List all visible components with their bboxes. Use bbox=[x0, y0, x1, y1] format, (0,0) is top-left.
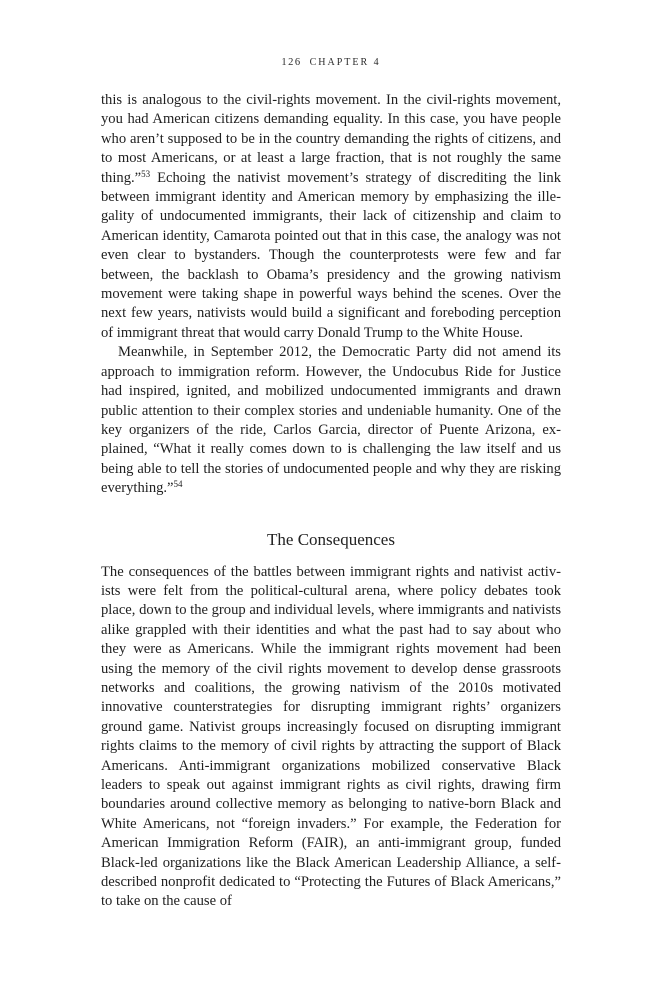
paragraph-1 bbox=[101, 91, 561, 343]
endnote-marker-54[interactable]: 54 bbox=[173, 479, 183, 490]
paragraph-1-continued: Echoing the nativist movement’s strategy of discrediting the link between immigrant identity and American memory by emphasizing the illegality of undocumented immigrants, their lack of citizenship and claim to American identity, Camarota pointed out that in this case, the analogy was not even clear to bystanders. Though the counterprotests were few and far between, the backlash to Obama’s presidency and the growing nativism movement were taking shape in powerful ways behind the scenes. Over the next few years, nativists would build a significant and foreboding perception of immigrant threat that would carry Donald Trump to the White House. bbox=[101, 169, 561, 341]
paragraph-2 bbox=[101, 343, 561, 498]
running-head bbox=[101, 56, 561, 70]
page-number: 126 bbox=[281, 57, 302, 68]
section-paragraph: The consequences of the battles between immigrant rights and nativist activists were felt from the political-cultural arena, where policy debates took place, down to the group and individual levels, where immigrants and nativists alike grappled with their identities and what the past had to say about who they were as Americans. While the immigrant rights movement had been using the memory of the civil rights movement to develop dense grassroots networks and coalitions, the growing nativism of the 2010s motivated innovative counterstrategies for disrupting immigrant rights’ organizers ground game. Nativist groups increasingly focused on disrupting immigrant rights claims to the memory of civil rights by attracting the support of Black Americans. Anti-immigrant organizations mobilized conservative Black leaders to speak out against immigrant rights as civil rights, drawing firm boundaries around collective memory as belonging to native-born Black and White Americans, not “foreign invaders.” For example, the Federation for American Immigration Reform (FAIR), an anti-immigrant group, funded Black-led organizations like the Black American Leadership Alliance, a self-described nonprofit dedicated to “Protecting the Futures of Black Americans,” to take on the cause of bbox=[101, 563, 562, 910]
endnote-marker-53[interactable]: 53 bbox=[141, 168, 151, 179]
book-page bbox=[101, 56, 561, 912]
paragraph-1-text: this is analogous to the civil-rights movement. In the civil-rights movement, you had American citizens demanding equality. In this case, you have people who aren’t supposed to be in the country demanding the rights of citizens, and to most Americans, or at least a large fraction, that is not roughly the same thing.” bbox=[101, 92, 561, 186]
chapter-label: CHAPTER 4 bbox=[309, 57, 381, 68]
section-heading: The Consequences bbox=[267, 529, 395, 549]
paragraph-2-text: Meanwhile, in September 2012, the Democratic Party did not amend its approach to immigration reform. However, the Undocubus Ride for Justice had inspired, ignited, and mobilized undocumented immigrants and drawn public attention to their complex stories and undeniable humanity. One of the key organizers of the ride, Carlos Garcia, director of Puente Arizona, explained, “What it really comes down to is challenging the law itself and us being able to tell the stories of undocumented people and why they are risking everything.” bbox=[101, 344, 561, 497]
